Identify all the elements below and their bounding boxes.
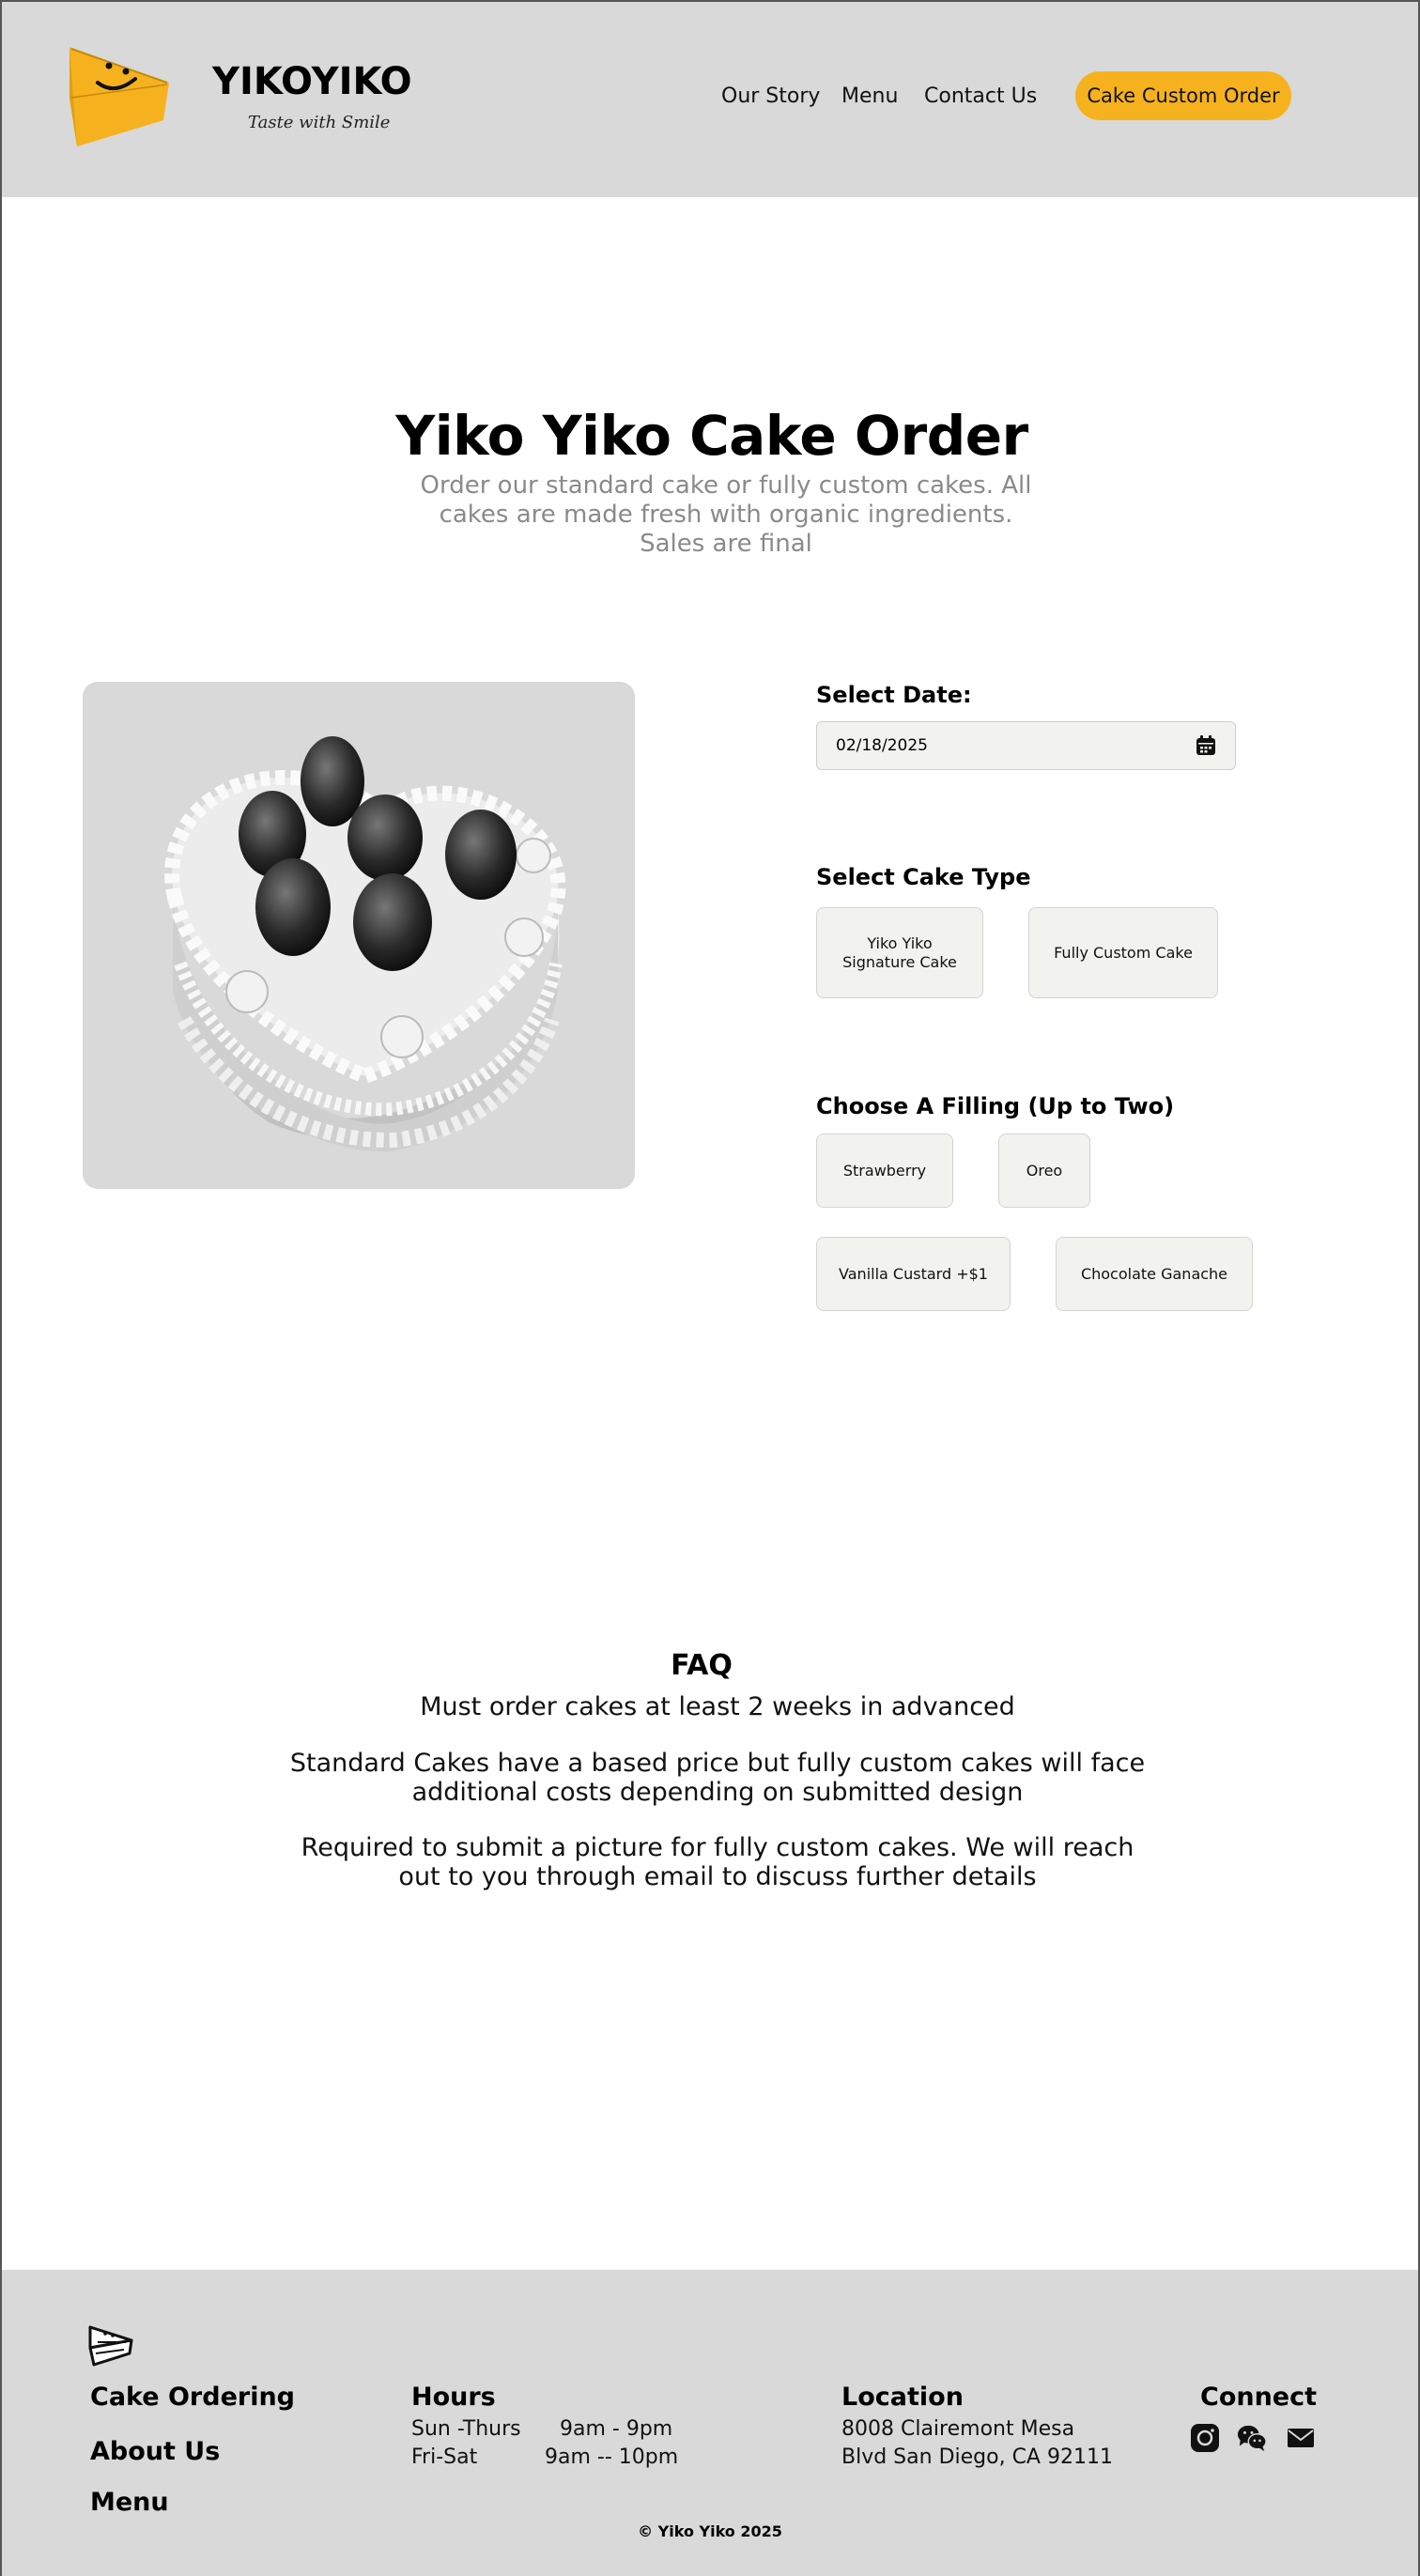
- wechat-icon[interactable]: [1237, 2423, 1267, 2453]
- select-date-label: Select Date:: [816, 682, 972, 708]
- nav-contact-us[interactable]: Contact Us: [924, 85, 1038, 108]
- footer-link-about-us[interactable]: About Us: [90, 2437, 221, 2466]
- faq-item: Required to submit a picture for fully custom cakes. We will reach out to you through email to discuss further details: [301, 1833, 1134, 1891]
- cake-type-signature-button[interactable]: Yiko Yiko Signature Cake: [816, 907, 983, 998]
- footer-link-menu[interactable]: Menu: [90, 2488, 169, 2517]
- cake-slice-logo-icon[interactable]: [64, 41, 173, 150]
- instagram-icon[interactable]: [1190, 2423, 1220, 2453]
- brand-name: YIKOYIKO: [212, 60, 412, 103]
- page-title: Yiko Yiko Cake Order: [395, 404, 1028, 468]
- mail-icon[interactable]: [1286, 2423, 1316, 2453]
- faq-item: Standard Cakes have a based price but fully custom cakes will face additional costs depending on submitted design: [289, 1749, 1146, 1807]
- footer-location-title: Location: [841, 2383, 964, 2412]
- page-subtitle: Order our standard cake or fully custom cakes. All cakes are made fresh with organic ingredients. Sales are final: [420, 471, 1032, 558]
- faq-title: FAQ: [671, 1649, 733, 1682]
- hours-days: Sun -Thurs: [411, 2417, 521, 2441]
- nav-our-story[interactable]: Our Story: [721, 85, 821, 108]
- filling-strawberry-button[interactable]: Strawberry: [816, 1134, 953, 1208]
- copyright: © Yiko Yiko 2025: [638, 2522, 782, 2540]
- select-cake-type-label: Select Cake Type: [816, 864, 1031, 890]
- hours-time: 9am -- 10pm: [545, 2445, 679, 2469]
- cake-image: [83, 682, 635, 1189]
- filling-oreo-button[interactable]: Oreo: [998, 1134, 1090, 1208]
- nav-menu[interactable]: Menu: [841, 85, 899, 108]
- heart-cake-illustration: [83, 682, 635, 1189]
- filling-vanilla-custard-button[interactable]: Vanilla Custard +$1: [816, 1237, 1011, 1311]
- site-header: [2, 2, 1418, 197]
- footer-connect-title: Connect: [1200, 2383, 1318, 2412]
- cake-custom-order-button[interactable]: Cake Custom Order: [1075, 71, 1291, 120]
- footer-hours-title: Hours: [411, 2383, 496, 2412]
- footer-link-cake-ordering[interactable]: Cake Ordering: [90, 2383, 296, 2412]
- choose-filling-label: Choose A Filling (Up to Two): [816, 1093, 1175, 1119]
- hours-days: Fri-Sat: [411, 2445, 478, 2469]
- cake-slice-footer-logo-icon: [88, 2325, 133, 2367]
- cake-type-custom-button[interactable]: Fully Custom Cake: [1028, 907, 1218, 998]
- brand-tagline: Taste with Smile: [248, 113, 391, 132]
- hours-time: 9am - 9pm: [560, 2417, 673, 2441]
- filling-chocolate-ganache-button[interactable]: Chocolate Ganache: [1056, 1237, 1253, 1311]
- calendar-icon[interactable]: [1195, 734, 1217, 757]
- faq-item: Must order cakes at least 2 weeks in advanced: [420, 1692, 1015, 1721]
- address-line: Blvd San Diego, CA 92111: [841, 2445, 1113, 2469]
- address-line: 8008 Clairemont Mesa: [841, 2417, 1075, 2441]
- date-input[interactable]: 02/18/2025: [816, 721, 1236, 770]
